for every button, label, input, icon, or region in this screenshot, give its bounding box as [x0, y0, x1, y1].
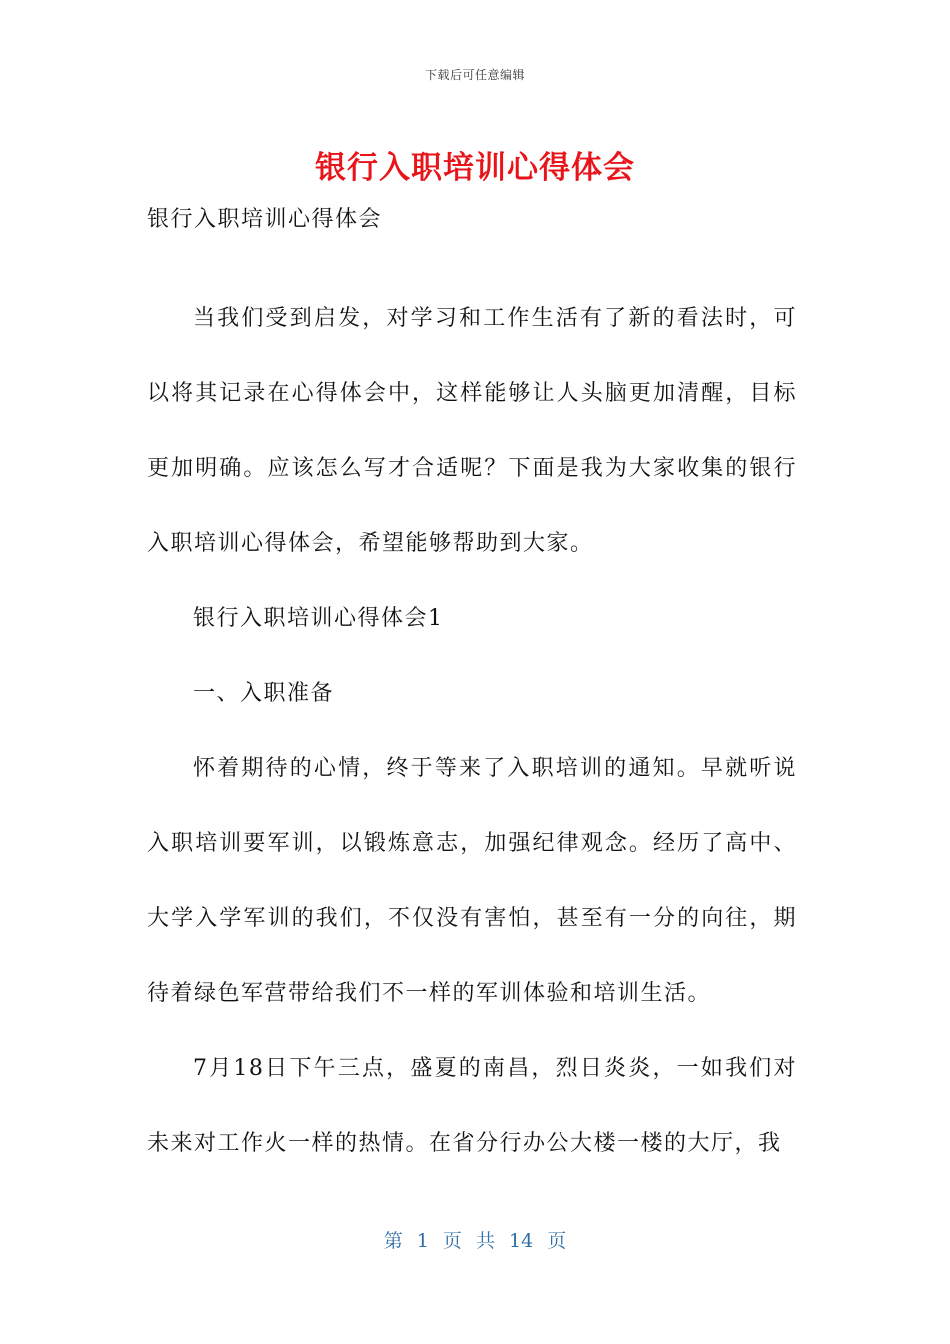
document-subtitle: 银行入职培训心得体会 — [147, 207, 383, 232]
document-body — [147, 196, 797, 1181]
paragraph-preparation: 怀着期待的心情，终于等来了入职培训的通知。早就听说入职培训要军训，以锻炼意志，加强纪律观念。经历了高中、大学入学军训的我们，不仅没有害怕，甚至有一分的向往，期待着绿色军营带给我们不一样的军训体验和培训生活。 — [147, 756, 797, 1006]
paragraph-date: 7月18日下午三点，盛夏的南昌，烈日炎炎，一如我们对未来对工作火一样的热情。在省分行办公大楼一楼的大厅，我 — [147, 1056, 797, 1156]
paragraph-intro: 当我们受到启发，对学习和工作生活有了新的看法时，可以将其记录在心得体会中，这样能够让人头脑更加清醒，目标更加明确。应该怎么写才合适呢？下面是我为大家收集的银行入职培训心得体会，希望能够帮助到大家。 — [147, 306, 797, 556]
document-title: 银行入职培训心得体会 — [315, 150, 635, 186]
header-note: 下载后可任意编辑 — [424, 68, 525, 82]
page-footer: 第 1 页 共 14 页 — [383, 1230, 567, 1252]
subsection-heading: 一、入职准备 — [193, 681, 335, 706]
section-heading: 银行入职培训心得体会1 — [193, 606, 444, 631]
